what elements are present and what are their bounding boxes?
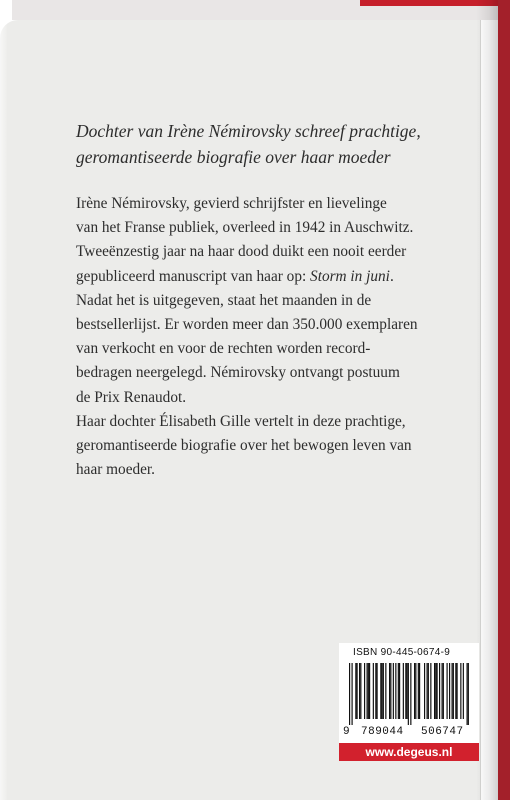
barcode-bar: [468, 663, 469, 725]
barcode-bar: [398, 663, 399, 719]
publisher-url-band: [339, 743, 479, 761]
barcode-bar: [390, 663, 391, 719]
barcode-bar: [357, 663, 358, 719]
barcode-bar: [439, 663, 440, 719]
barcode-bar: [367, 663, 368, 719]
blurb-line: bestsellerlijst. Er worden meer dan 350.000 exemplaren: [76, 316, 418, 334]
barcode-bar: [460, 663, 461, 719]
cover-highlight: [0, 20, 8, 800]
barcode-bar: [377, 663, 378, 719]
blurb-line: Haar dochter Élisabeth Gille vertelt in deze prachtige,: [76, 412, 406, 430]
barcode-bar: [383, 663, 384, 719]
barcode-bar: [352, 663, 353, 725]
barcode-bar: [457, 663, 458, 719]
barcode-digits: [343, 726, 475, 738]
barcode-bar: [435, 663, 436, 719]
barcode-bar: [385, 663, 386, 719]
barcode-digit-first: 9: [343, 726, 351, 738]
blurb-line: [76, 265, 476, 289]
barcode-bar: [418, 663, 419, 719]
barcode-bar: [375, 663, 376, 719]
blurb-line: geromantiseerde biografie over het bewogen leven van: [76, 437, 412, 455]
barcode-bar: [430, 663, 431, 719]
barcode-bar: [415, 663, 416, 719]
barcode-bar: [349, 663, 350, 725]
barcode-bar: [453, 663, 454, 719]
blurb-line: bedragen neergelegd. Némirovsky ontvangt postuum: [76, 364, 400, 382]
barcode-bar: [424, 663, 425, 719]
barcode-bar: [399, 663, 400, 719]
barcode-digit-group: 506747: [421, 726, 464, 738]
barcode-bar: [447, 663, 448, 719]
barcode-bar: [389, 663, 390, 719]
barcode-bar: [410, 663, 411, 725]
barcode-bar: [395, 663, 396, 719]
barcode-bar: [382, 663, 383, 719]
blurb-line: van het Franse publiek, overleed in 1942 in Auschwitz.: [76, 219, 414, 237]
barcode-bar: [467, 663, 468, 725]
barcode-bar: [403, 663, 404, 719]
barcode-bar: [452, 663, 453, 719]
blurb-line: Irène Némirovsky, gevierd schrijfster en lievelinge: [76, 195, 387, 212]
barcode-bar: [369, 663, 370, 719]
blurb-line: de Prix Renaudot.: [76, 388, 187, 406]
barcode-bar: [427, 663, 428, 719]
tagline: [76, 118, 466, 170]
barcode-bar: [428, 663, 429, 719]
barcode-bar: [419, 663, 420, 719]
barcode-bar: [449, 663, 450, 719]
tagline-line: Dochter van Irène Némirovsky schreef prachtige,: [76, 121, 421, 141]
barcode-bar: [437, 663, 438, 719]
barcode-bar: [359, 663, 360, 719]
barcode-bar: [380, 663, 381, 719]
blurb-line: haar moeder.: [76, 461, 155, 479]
barcode-bar: [364, 663, 365, 719]
isbn-label: ISBN 90-445-0674-9: [353, 647, 451, 658]
blurb-line: Nadat het is uitgegeven, staat het maanden in de: [76, 291, 372, 309]
publisher-url[interactable]: www.degeus.nl: [365, 745, 453, 759]
red-spine: [498, 0, 510, 800]
barcode-box: [339, 643, 479, 755]
barcode-bar: [442, 663, 443, 719]
blurb-line: Tweeënzestig jaar na haar dood duikt een nooit eerder: [76, 243, 407, 261]
barcode-bar: [414, 663, 415, 719]
barcode-bar: [360, 663, 361, 719]
barcode-bar: [443, 663, 444, 719]
barcode-bar: [355, 663, 356, 719]
barcode-bar: [463, 663, 464, 719]
barcode-icon: [349, 663, 469, 725]
barcode-bar: [434, 663, 435, 719]
barcode-bar: [405, 663, 406, 719]
barcode-digit-group: 789044: [361, 726, 404, 738]
book-title-italic: Storm in juni: [310, 267, 390, 285]
tagline-line: geromantiseerde biografie over haar moeder: [76, 147, 391, 167]
blurb-line: van verkocht en voor de rechten worden record-: [76, 340, 371, 358]
period: .: [389, 267, 394, 285]
blurb-text: [76, 192, 476, 482]
barcode-bar: [455, 663, 456, 719]
spine-shadow: [476, 0, 498, 800]
barcode-bar: [407, 663, 408, 719]
barcode-bar: [368, 663, 369, 719]
barcode-bar: [393, 663, 394, 719]
blurb-line-text: gepubliceerd manuscript van haar op:: [76, 267, 311, 285]
barcode-bar: [408, 663, 409, 725]
barcode-bar: [373, 663, 374, 719]
